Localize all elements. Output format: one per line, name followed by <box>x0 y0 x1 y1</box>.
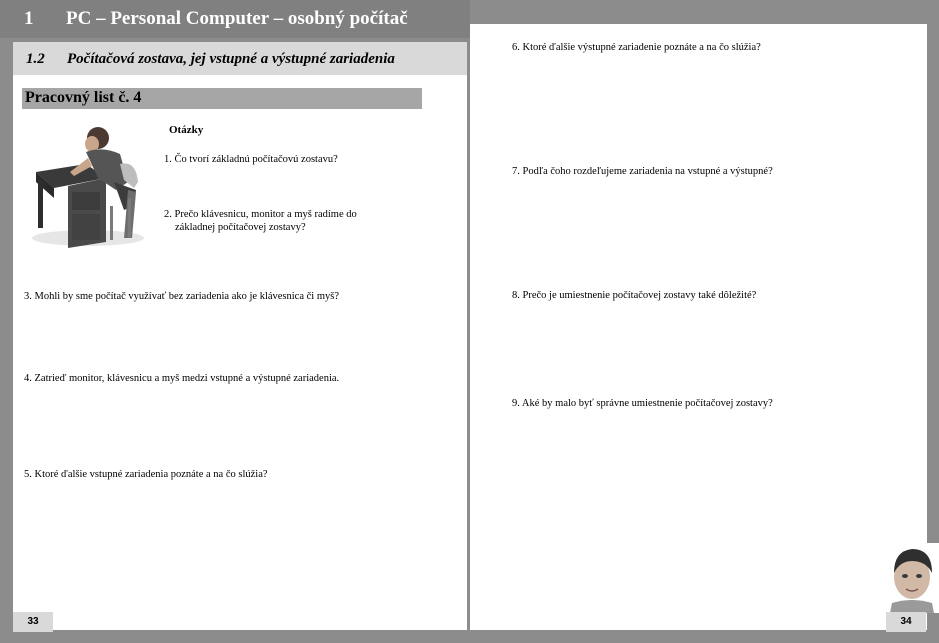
chapter-header <box>0 0 470 38</box>
boy-avatar-icon <box>886 543 939 613</box>
page-number-right: 34 <box>886 612 926 632</box>
question-7: 7. Podľa čoho rozdeľujeme zariadenia na vstupné a výstupné? <box>512 166 773 177</box>
worksheet-title-bar <box>22 88 422 109</box>
question-8: 8. Prečo je umiestnenie počítačovej zostavy také dôležité? <box>512 290 757 301</box>
question-2-line-1: 2. Prečo klávesnicu, monitor a myš radíme do <box>164 209 357 220</box>
question-5: 5. Ktoré ďalšie vstupné zariadenia poznáte a na čo slúžia? <box>24 469 268 480</box>
question-6: 6. Ktoré ďalšie výstupné zariadenie poznáte a na čo slúžia? <box>512 42 761 53</box>
questions-heading: Otázky <box>169 124 204 136</box>
question-4: 4. Zatrieď monitor, klávesnicu a myš medzi vstupné a výstupné zariadenia. <box>24 373 340 384</box>
page-number-left: 33 <box>13 612 53 632</box>
chapter-title: PC – Personal Computer – osobný počítač <box>66 8 408 29</box>
question-1: 1. Čo tvorí základnú počítačovú zostavu? <box>164 154 338 165</box>
section-number: 1.2 <box>26 51 45 67</box>
chapter-number: 1 <box>24 8 34 29</box>
student-at-computer-desk-illustration <box>24 120 152 250</box>
right-page <box>470 24 927 630</box>
section-header <box>13 42 467 75</box>
worksheet-title: Pracovný list č. 4 <box>25 89 142 106</box>
question-2-line-2: základnej počítačovej zostavy? <box>175 222 306 233</box>
section-title: Počítačová zostava, jej vstupné a výstupné zariadenia <box>67 51 395 67</box>
question-9: 9. Aké by malo byť správne umiestnenie počítačovej zostavy? <box>512 398 773 409</box>
question-3: 3. Mohli by sme počítač využívať bez zariadenia ako je klávesnica či myš? <box>24 291 339 302</box>
